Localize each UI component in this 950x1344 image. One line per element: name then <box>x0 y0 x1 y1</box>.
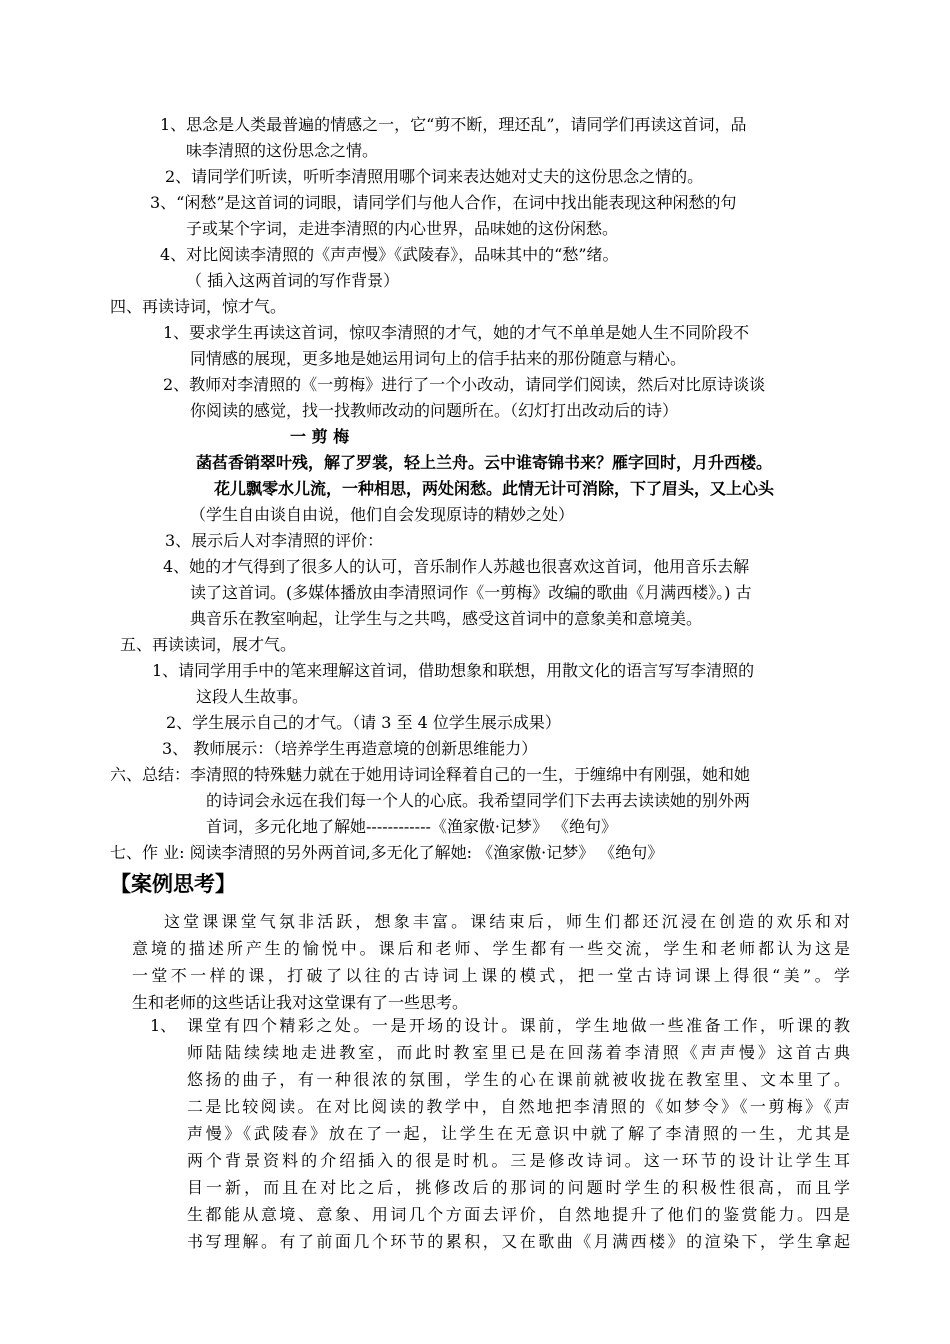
poem-line-1: 菡萏香销翠叶残，解了罗裳，轻上兰舟。云中谁寄锦书来？雁字回时，月升西楼。 <box>196 453 773 472</box>
reflection-line-4: 生和老师的这些话让我对这堂课有了一些思考。 <box>132 993 469 1012</box>
step-3-4: 4、对比阅读李清照的《声声慢》《武陵春》，品味其中的“愁”绪。 <box>160 245 619 264</box>
step-3-1-line-1: 1、思念是人类最普遍的情感之一，它“剪不断，理还乱”，请同学们再读这首词，品 <box>160 115 747 134</box>
item-1-line-4: 二是比较阅读。在对比阅读的教学中，自然地把李清照的《如梦令》《一剪梅》《声 <box>187 1097 850 1116</box>
section-4-heading: 四、再读诗词，惊才气。 <box>110 297 287 316</box>
section-5-heading: 五、再读读词，展才气。 <box>120 635 297 654</box>
step-4-4-line-1: 4、她的才气得到了很多人的认可，音乐制作人苏越也很喜欢这首词，他用音乐去解 <box>163 557 750 576</box>
item-1-line-6: 两个背景资料的介绍插入的很是时机。三是修改诗词。这一环节的设计让学生耳 <box>187 1151 850 1170</box>
reflection-line-3: 一堂不一样的课，打破了以往的古诗词上课的模式，把一堂古诗词课上得很“美”。学 <box>132 966 850 985</box>
step-4-2-line-1: 2、教师对李清照的《一剪梅》进行了一个小改动，请同学们阅读，然后对比原诗谈谈 <box>163 375 766 394</box>
step-3-3-line-1: 3、“闲愁”是这首词的词眼，请同学们与他人合作，在词中找出能表现这种闲愁的句 <box>150 193 737 212</box>
reflection-line-2: 意境的描述所产生的愉悦中。课后和老师、学生都有一些交流，学生和老师都认为这是 <box>132 939 850 958</box>
step-3-3-line-2: 子或某个字词，走进李清照的内心世界，品味她的这份闲愁。 <box>186 219 619 238</box>
case-reflection-heading: 【案例思考】 <box>110 872 236 896</box>
step-4-1-line-1: 1、要求学生再读这首词，惊叹李清照的才气，她的才气不单单是她人生不同阶段不 <box>163 323 750 342</box>
step-4-3: 3、展示后人对李清照的评价： <box>165 531 384 550</box>
step-4-4-line-3: 典音乐在教室响起，让学生与之共鸣，感受这首词中的意象美和意境美。 <box>190 609 703 628</box>
item-1-line-5: 声慢》《武陵春》放在了一起，让学生在无意识中就了解了李清照的一生，尤其是 <box>187 1124 850 1143</box>
reflection-line-1: 这堂课课堂气氛非活跃，想象丰富。课结束后，师生们都还沉浸在创造的欢乐和对 <box>164 912 850 931</box>
item-1-line-9: 书写理解。有了前面几个环节的累积，又在歌曲《月满西楼》的渲染下，学生拿起 <box>187 1232 850 1251</box>
step-4-1-line-2: 同情感的展现，更多地是她运用词句上的信手拈来的那份随意与精心。 <box>190 349 687 368</box>
item-1-line-7: 目一新，而且在对比之后，挑修改后的那词的问题时学生的积极性很高，而且学 <box>187 1178 850 1197</box>
step-3-1-line-2: 味李清照的这份思念之情。 <box>186 141 379 160</box>
step-3-4-note: （ 插入这两首词的写作背景） <box>186 271 400 290</box>
section-6-line-2: 的诗词会永远在我们每一个人的心底。我希望同学们下去再去读读她的别外两 <box>206 791 751 810</box>
step-5-1-line-1: 1、请同学用手中的笔来理解这首词，借助想象和联想，用散文化的语言写写李清照的 <box>152 661 755 680</box>
item-1-line-2: 师陆陆续续地走进教室，而此时教室里已是在回荡着李清照《声声慢》这首古典 <box>187 1043 850 1062</box>
section-6-line-1: 六、总结：李清照的特殊魅力就在于她用诗词诠释着自己的一生，于缠绵中有刚强，她和她 <box>110 765 751 784</box>
step-4-4-line-2: 读了这首词。(多媒体播放由李清照词作《一剪梅》改编的歌曲《月满西楼》。) 古 <box>190 583 752 602</box>
step-5-3: 3、 教师展示：（培养学生再造意境的创新思维能力） <box>162 739 538 758</box>
poem-note: （学生自由谈自由说，他们自会发现原诗的精妙之处） <box>190 505 575 524</box>
item-1-line-3: 悠扬的曲子，有一种很浓的氛围，学生的心在课前就被收拢在教室里、文本里了。 <box>187 1070 850 1089</box>
poem-title: 一 剪 梅 <box>290 427 350 446</box>
step-5-1-line-2: 这段人生故事。 <box>196 687 309 706</box>
step-4-2-line-2: 你阅读的感觉，找一找教师改动的问题所在。（幻灯打出改动后的诗） <box>190 401 679 420</box>
item-1-line-8: 生都能从意境、意象、用词几个方面去评价，自然地提升了他们的鉴赏能力。四是 <box>187 1205 850 1224</box>
step-3-2: 2、请同学们听读，听听李清照用哪个词来表达她对丈夫的这份思念之情的。 <box>165 167 704 186</box>
step-5-2: 2、学生展示自己的才气。（请 3 至 4 位学生展示成果） <box>166 713 561 732</box>
item-1-line-1: 课堂有四个精彩之处。一是开场的设计。课前，学生地做一些准备工作，听课的教 <box>187 1016 850 1035</box>
section-7-homework: 七、作 业: 阅读李清照的另外两首词,多无化了解她: 《渔家傲·记梦》 《绝句》 <box>110 843 664 862</box>
poem-line-2: 花儿飘零水儿流，一种相思，两处闲愁。此情无计可消除，下了眉头，又上心头 <box>214 479 775 498</box>
section-6-line-3: 首词，多元化地了解她------------《渔家傲·记梦》 《绝句》 <box>206 817 618 836</box>
item-1-number: 1、 <box>150 1016 177 1035</box>
